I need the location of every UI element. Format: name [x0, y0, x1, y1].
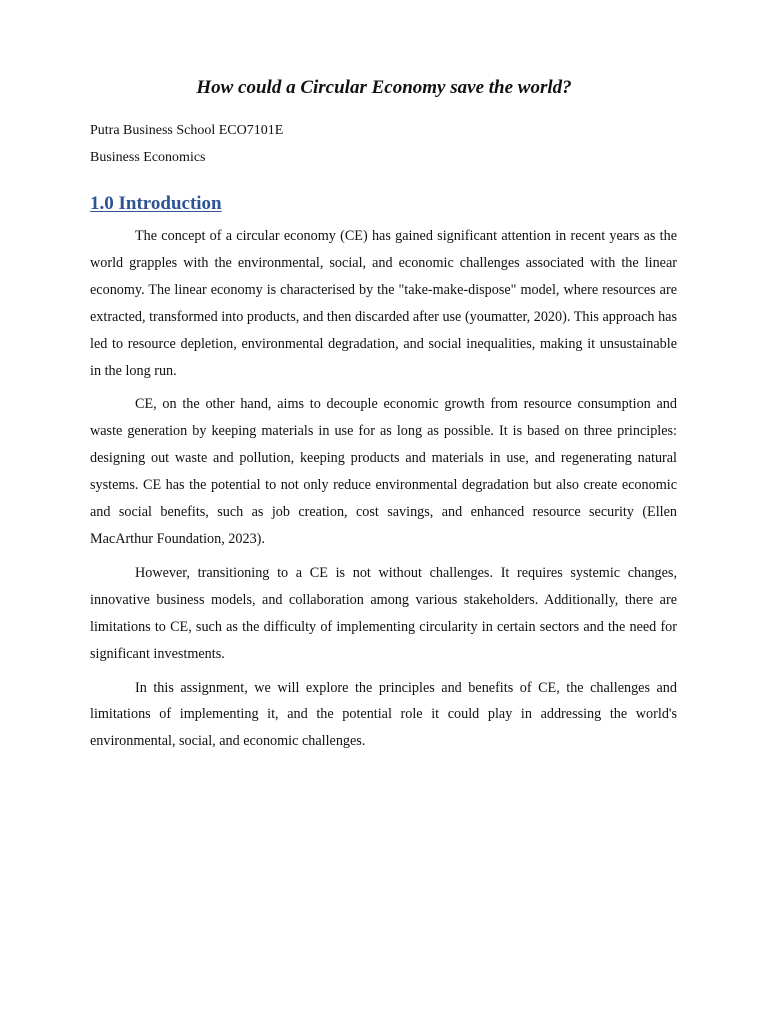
paragraph-4: In this assignment, we will explore the principles and benefits of CE, the challenges and limitations of implementing it, and the potential role it could play in addressing the world's environmental, social, and economic challenges.	[90, 679, 677, 750]
course-name: Business Economics	[90, 150, 206, 165]
introduction-body	[90, 223, 677, 762]
paragraph-2: CE, on the other hand, aims to decouple economic growth from resource consumption and waste generation by keeping materials in use for as long as possible. It is based on three principles: designing out waste and pollution, keeping products and materials in use, and regenerating natural systems. CE has the potential to not only reduce environmental degradation but also create economic and social benefits, such as job creation, cost savings, and enhanced resource security (Ellen MacArthur Foundation, 2023).	[90, 396, 677, 547]
paragraph-1: The concept of a circular economy (CE) has gained significant attention in recent years as the world grapples with the environmental, social, and economic challenges associated with the linear economy. The linear economy is characterised by the "take-make-dispose" model, where resources are extracted, transformed into products, and then discarded after use (youmatter, 2020). This approach has led to resource depletion, environmental degradation, and social inequalities, making it unsustainable in the long run.	[90, 228, 677, 379]
section-heading-introduction: 1.0 Introduction	[90, 193, 222, 214]
school-course-code: Putra Business School ECO7101E	[90, 123, 284, 138]
document-title: How could a Circular Economy save the world?	[196, 77, 572, 98]
paragraph-3: However, transitioning to a CE is not without challenges. It requires systemic changes, innovative business models, and collaboration among various stakeholders. Additionally, there are limitations to CE, such as the difficulty of implementing circularity in certain sectors and the need for significant investments.	[90, 564, 677, 662]
